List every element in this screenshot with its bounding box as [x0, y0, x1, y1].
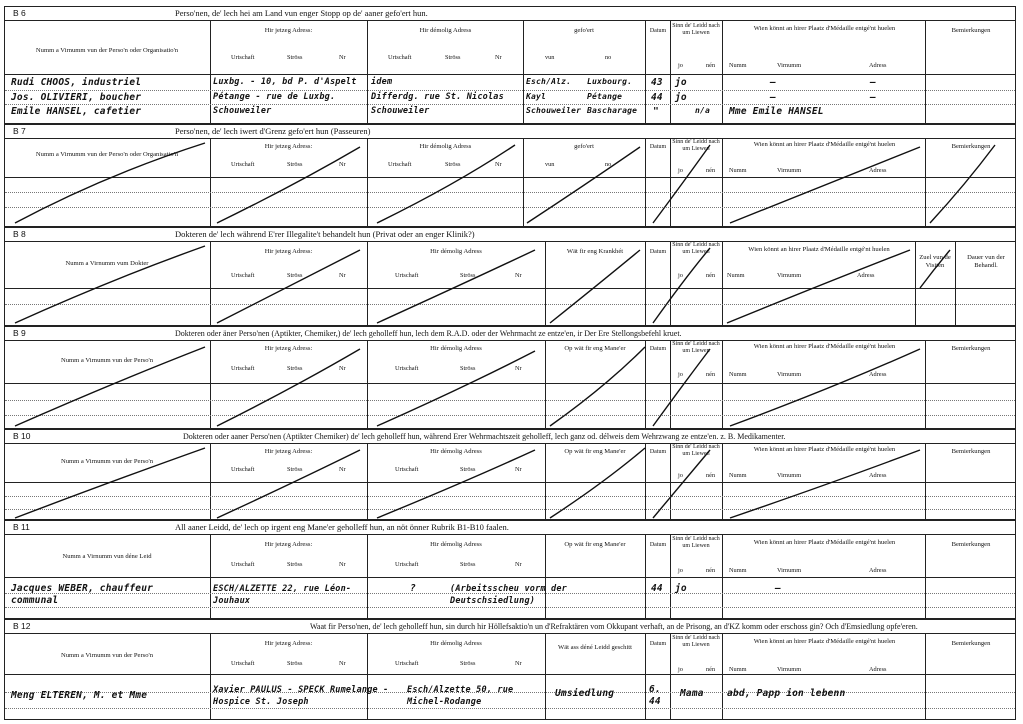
b6-row3-from: Schouweiler — [526, 106, 582, 115]
section-title: Dokteren de' lech während E'rer Illegalite't behandelt hun (Privat oder an enger Klinik?) — [175, 229, 475, 239]
sub-stross: Ströss — [445, 161, 461, 168]
sub-urtschaft: Urtschaft — [231, 54, 255, 61]
b6-row1-name: Rudi CHOOS, industriel — [11, 77, 142, 88]
b12-row1-name: Meng ELTEREN, M. et Mme — [11, 690, 148, 701]
col-alive: Sinn de' Leidd nach um Liewen — [672, 242, 720, 255]
b6-row3-witness: Mme Emile HANSEL — [729, 106, 824, 117]
section-b7 — [4, 124, 1016, 227]
col-remarks: Bemierkungen — [951, 541, 991, 548]
section-code: B 6 — [13, 8, 26, 18]
b11-row1-manner: (Arbeitsscheu vorm der Deutschsiedlung) — [450, 584, 567, 606]
b6-row3-addr-then: Schouweiler — [371, 106, 430, 116]
b12-row1-addr-then: Esch/Alzette 50, rue Michel-Rodange — [407, 685, 514, 707]
sub-urtschaft: Urtschaft — [395, 660, 419, 667]
col-manner: Op wät fir eng Mane'er — [564, 448, 626, 455]
col-addr-then: Hir démolig Adress — [430, 640, 482, 647]
col-route: gefo'ert — [574, 143, 594, 150]
col-witness: Wien könnt an hirer Plaatz d'Médaille entgé'nt huelen — [753, 343, 896, 350]
col-witness: Wien könnt an hirer Plaatz d'Médaille entgé'nt huelen — [753, 446, 896, 453]
sub-nr: Nr — [339, 272, 346, 279]
sub-nr: Nr — [339, 561, 346, 568]
sub-nen: nén — [706, 272, 716, 279]
sub-no: no — [605, 54, 612, 61]
sub-jo: jo — [678, 62, 683, 69]
b6-row2-addr-then: Differdg. rue St. Nicolas — [371, 92, 504, 102]
col-manner: Op wät fir eng Mane'er — [564, 345, 626, 352]
sub-virnumm: Virnumm — [777, 272, 802, 279]
section-title: Dokteren oder äner Perso'nen (Aptikter, Chemiker,) de' lech geholleff hun, lech dem R.A.D. oder der Wehrmacht ze entze'en, ir Der Ere Stellongsbefehl kruet. — [175, 329, 682, 338]
sub-stross: Ströss — [460, 561, 476, 568]
col-remarks: Bemierkungen — [951, 448, 991, 455]
b6-row1-alive: jo — [675, 77, 687, 88]
sub-stross: Ströss — [287, 365, 303, 372]
sub-stross: Ströss — [287, 561, 303, 568]
col-addr-then: Hir démolig Adress — [419, 27, 472, 34]
col-person: Numm a Virnumm vun der Perso'n — [60, 652, 154, 659]
col-addr-now: Hir jetzeg Adress: — [264, 27, 313, 34]
b6-row1-to: Luxbourg. — [587, 77, 633, 86]
col-date: Datum — [649, 249, 667, 255]
section-code: B 7 — [13, 126, 26, 136]
sub-jo: jo — [678, 666, 683, 673]
sub-adress: Adress — [869, 371, 887, 378]
col-visits: Zuel vun de Visiten — [919, 254, 951, 269]
b11-row1-name: Jacques WEBER, chauffeur communal — [11, 583, 154, 606]
col-manner: Op wät fir eng Mane'er — [564, 541, 626, 548]
sub-urtschaft: Urtschaft — [395, 272, 419, 279]
sub-urtschaft: Urtschaft — [395, 365, 419, 372]
col-addr-then: Hir démolig Adress — [430, 448, 482, 455]
sub-numm: Numm — [729, 62, 747, 69]
col-date: Datum — [649, 542, 667, 548]
section-b8-header — [5, 228, 1015, 242]
section-title: Waat fir Perso'nen, de' lech geholleff hun, sin durch hir Höllefsaktio'n un d'Refraktären vom Okkupant verhaft, an de Prisong, an d'KZ komm oder erschoss gin? Och d'Emsiedlung opfe'eren. — [310, 622, 918, 631]
sub-stross: Ströss — [460, 466, 476, 473]
section-b10-header — [5, 430, 1015, 444]
col-addr-now: Hir jetzeg Adress: — [264, 541, 313, 548]
col-person: Numm a Virnumm vun der Perso'n — [60, 458, 154, 465]
sub-adress: Adress — [869, 567, 887, 574]
sub-urtschaft: Urtschaft — [231, 272, 255, 279]
col-alive: Sinn de' Leidd nach um Liewen — [672, 139, 720, 152]
sub-nen: nén — [706, 567, 716, 574]
col-duration: Dauer vun der Behandl. — [967, 254, 1005, 269]
b6-row1-witness2: – — [870, 77, 876, 88]
sub-adress: Adress — [869, 666, 887, 673]
col-remarks: Bemierkungen — [951, 143, 991, 150]
sub-urtschaft: Urtschaft — [231, 561, 255, 568]
sub-nr: Nr — [495, 54, 502, 61]
section-b9-header — [5, 327, 1015, 341]
col-witness: Wien könnt an hirer Plaatz d'Médaille entgé'nt huelen — [753, 141, 896, 148]
sub-numm: Numm — [729, 666, 747, 673]
sub-nr: Nr — [515, 561, 522, 568]
section-title: Perso'nen, de' lech iwert d'Grenz gefo'ert hun (Passeuren) — [175, 126, 371, 136]
col-doctor: Numm a Virnumm vum Dokter — [65, 260, 149, 267]
sub-numm: Numm — [729, 371, 747, 378]
section-b12 — [4, 619, 1016, 720]
col-witness: Wien könnt an hirer Plaatz d'Médaille entgé'nt huelen — [753, 25, 896, 32]
section-title: Dokteren oder aaner Perso'nen (Aptikter Chemiker) de' lech geholleff hun, während Erer Wehrmachtszeit geholleff, lech ganz od. délweis dem Wehrzwang ze entze'en. z. B. Medikamenter. — [183, 432, 786, 441]
sub-urtschaft: Urtschaft — [231, 466, 255, 473]
sub-nr: Nr — [339, 365, 346, 372]
b6-row1-addr-now: Luxbg. - 10, bd P. d'Aspelt — [213, 77, 357, 87]
section-b6-header — [5, 7, 1015, 21]
b11-row1-addr-then: ? — [410, 583, 416, 594]
sub-stross: Ströss — [287, 161, 303, 168]
b6-row2-date: 44 — [651, 92, 663, 103]
section-code: B 11 — [13, 522, 30, 532]
sub-numm: Numm — [729, 472, 747, 479]
col-addr-now: Hir jetzeg Adress: — [264, 448, 313, 455]
col-alive: Sinn de' Leidd nach um Liewen — [672, 536, 720, 549]
sub-numm: Numm — [729, 567, 747, 574]
b6-row2-witness: – — [770, 92, 776, 103]
sub-nr: Nr — [515, 466, 522, 473]
section-b8 — [4, 227, 1016, 326]
sub-nr: Nr — [339, 660, 346, 667]
section-b10 — [4, 429, 1016, 520]
sub-no: no — [605, 161, 612, 168]
b6-row3-name: Emile HANSEL, cafetier — [11, 106, 142, 117]
col-remarks: Bemierkungen — [951, 640, 991, 647]
col-addr-then: Hir démolig Adress — [430, 345, 482, 352]
b6-row2-witness2: – — [870, 92, 876, 103]
section-code: B 8 — [13, 229, 26, 239]
col-addr-then: Hir démolig Adress — [430, 248, 482, 255]
col-witness: Wien könnt an hirer Plaatz d'Médaille entgé'nt huelen — [753, 539, 896, 546]
col-date: Datum — [649, 144, 667, 150]
sub-virnumm: Virnumm — [777, 666, 802, 673]
b11-row1-date: 44 — [651, 583, 663, 594]
sub-virnumm: Virnumm — [777, 62, 802, 69]
sub-jo: jo — [678, 272, 683, 279]
section-b9 — [4, 326, 1016, 429]
sub-nr: Nr — [515, 272, 522, 279]
col-date: Datum — [649, 449, 667, 455]
col-witness: Wien könnt an hirer Plaatz d'Médaille entgé'nt huelen — [753, 638, 896, 645]
col-date: Datum — [649, 346, 667, 352]
sub-virnumm: Virnumm — [777, 167, 802, 174]
sub-vun: vun — [545, 161, 555, 168]
col-illness: Wät fir eng Krankhét — [566, 248, 624, 255]
sub-adress: Adress — [869, 167, 887, 174]
sub-stross: Ströss — [287, 466, 303, 473]
sub-stross: Ströss — [287, 272, 303, 279]
sub-urtschaft: Urtschaft — [388, 54, 412, 61]
section-b6 — [4, 6, 1016, 124]
b12-row1-addr-now: Xavier PAULUS - SPECK Rumelange - Hospice St. Joseph — [213, 685, 389, 707]
b12-row1-what: Umsiedlung — [555, 688, 615, 699]
sub-nen: nén — [706, 62, 716, 69]
col-alive: Sinn de' Leidd nach um Liewen — [672, 635, 720, 648]
b6-row2-addr-now: Pétange - rue de Luxbg. — [213, 92, 336, 102]
col-remarks: Bemierkungen — [951, 27, 991, 34]
col-route: gefo'ert — [574, 27, 594, 34]
b6-row3-date: " — [653, 106, 659, 117]
b12-row1-date: 6. 44 — [649, 684, 661, 707]
col-addr-then: Hir démolig Adress — [419, 143, 472, 150]
b6-row2-alive: jo — [675, 92, 687, 103]
sub-nr: Nr — [339, 54, 346, 61]
b6-row1-witness: – — [770, 77, 776, 88]
sub-urtschaft: Urtschaft — [231, 365, 255, 372]
section-code: B 10 — [13, 431, 31, 441]
b6-row3-alive: n/a — [695, 106, 711, 115]
sub-vun: vun — [545, 54, 555, 61]
section-title: All aaner Leidd, de' lech op irgent eng Mane'er geholleff hun, an nöt önner Rubrik B1-B10 faalen. — [175, 522, 509, 532]
col-alive: Sinn de' Leidd nach um Liewen — [672, 341, 720, 354]
col-addr-now: Hir jetzeg Adress: — [264, 248, 313, 255]
sub-urtschaft: Urtschaft — [231, 660, 255, 667]
section-b7-header — [5, 125, 1015, 139]
sub-adress: Adress — [869, 62, 887, 69]
b11-row1-witness: – — [775, 583, 781, 594]
col-alive: Sinn de' Leidd nach um Liewen — [672, 444, 720, 457]
col-person: Numm a Virnumm vun déne Leid — [62, 553, 152, 560]
sub-nr: Nr — [515, 365, 522, 372]
sub-nr: Nr — [495, 161, 502, 168]
sub-urtschaft: Urtschaft — [388, 161, 412, 168]
col-witness: Wien könnt an hirer Plaatz d'Médaille entgé'nt huelen — [748, 246, 890, 253]
sub-nr: Nr — [515, 660, 522, 667]
col-date: Datum — [649, 28, 667, 34]
sub-stross: Ströss — [460, 272, 476, 279]
section-b11-header — [5, 521, 1015, 535]
sub-nr: Nr — [339, 161, 346, 168]
section-b11 — [4, 520, 1016, 619]
b6-row1-date: 43 — [651, 77, 663, 88]
b6-row2-name: Jos. OLIVIERI, boucher — [11, 92, 142, 103]
b6-row1-from: Esch/Alz. — [526, 77, 572, 86]
b6-row3-to: Bascharage — [587, 106, 638, 115]
col-addr-now: Hir jetzeg Adress: — [264, 345, 313, 352]
sub-nen: nén — [706, 666, 716, 673]
b11-row1-alive: jo — [675, 583, 687, 594]
form-page — [4, 6, 1016, 720]
section-title: Perso'nen, de' lech hei am Land vun enger Stopp op de' aaner gefo'ert hun. — [175, 8, 428, 18]
sub-stross: Ströss — [287, 660, 303, 667]
col-addr-now: Hir jetzeg Adress: — [264, 640, 313, 647]
sub-nr: Nr — [339, 466, 346, 473]
sub-urtschaft: Urtschaft — [395, 466, 419, 473]
sub-adress: Adress — [857, 272, 875, 279]
col-addr-now: Hir jetzeg Adress: — [264, 143, 313, 150]
sub-jo: jo — [678, 567, 683, 574]
sub-adress: Adress — [869, 472, 887, 479]
col-name: Numm a Virnumm vun der Perso'n oder Organisatio'n — [35, 151, 179, 158]
sub-numm: Numm — [727, 272, 745, 279]
col-person: Numm a Virnumm vun der Perso'n — [60, 357, 154, 364]
sub-numm: Numm — [729, 167, 747, 174]
col-addr-then: Hir démolig Adress — [430, 541, 482, 548]
sub-nen: nén — [706, 167, 716, 174]
col-what-happened: Wät ass déné Leidd geschitt — [558, 644, 632, 651]
sub-stross: Ströss — [287, 54, 303, 61]
sub-virnumm: Virnumm — [777, 567, 802, 574]
sub-nen: nén — [706, 472, 716, 479]
col-name: Numm a Virnumm vun der Perso'n oder Organisatio'n — [35, 47, 179, 54]
sub-stross: Ströss — [445, 54, 461, 61]
sub-jo: jo — [678, 472, 683, 479]
sub-nen: nén — [706, 371, 716, 378]
b6-row2-to: Pétange — [587, 92, 623, 101]
b12-row1-alive: Mama — [680, 688, 704, 699]
b11-row1-addr-now: ESCH/ALZETTE 22, rue Léon-Jouhaux — [213, 584, 352, 606]
sub-urtschaft: Urtschaft — [395, 561, 419, 568]
section-code: B 9 — [13, 328, 26, 338]
section-code: B 12 — [13, 621, 31, 631]
sub-jo: jo — [678, 371, 683, 378]
sub-stross: Ströss — [460, 365, 476, 372]
b6-row1-addr-then: idem — [371, 77, 393, 87]
sub-jo: jo — [678, 167, 683, 174]
sub-virnumm: Virnumm — [777, 472, 802, 479]
col-remarks: Bemierkungen — [951, 345, 991, 352]
b6-row2-from: Kayl — [526, 92, 547, 101]
sub-stross: Ströss — [460, 660, 476, 667]
b6-row3-addr-now: Schouweiler — [213, 106, 272, 116]
b12-row1-witness: abd, Papp ion lebenn — [727, 688, 846, 699]
sub-virnumm: Virnumm — [777, 371, 802, 378]
col-alive: Sinn de' Leidd nach um Liewen — [672, 23, 720, 36]
sub-urtschaft: Urtschaft — [231, 161, 255, 168]
section-b12-header — [5, 620, 1015, 634]
col-date: Datum — [649, 641, 667, 647]
